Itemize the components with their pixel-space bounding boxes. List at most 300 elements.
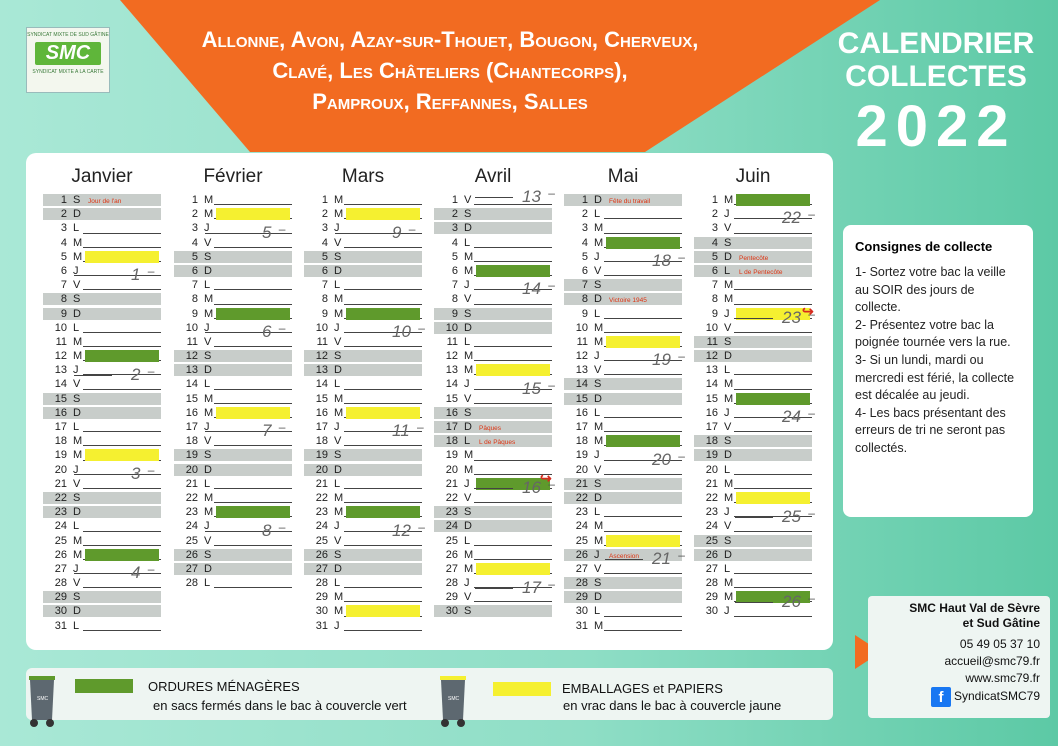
day-number: 17 xyxy=(315,421,328,433)
day-row xyxy=(174,534,292,548)
day-letter: M xyxy=(204,506,214,519)
day-number: 1 xyxy=(581,194,588,206)
day-letter: M xyxy=(334,491,344,504)
day-letter: V xyxy=(464,293,472,306)
day-row xyxy=(434,519,552,533)
day-letter: L xyxy=(464,435,471,448)
day-letter: M xyxy=(334,307,344,320)
day-row xyxy=(694,335,812,349)
day-number: 14 xyxy=(315,378,328,391)
day-letter: D xyxy=(724,548,732,561)
collecte-om-bar xyxy=(606,237,680,249)
week-number: 23 – xyxy=(782,308,801,328)
day-letter: S xyxy=(73,194,81,206)
day-letter: V xyxy=(334,435,342,448)
day-number: 20 xyxy=(54,463,67,476)
day-row xyxy=(304,349,422,363)
day-letter: S xyxy=(73,293,81,306)
day-letter: V xyxy=(724,222,732,235)
day-number: 23 xyxy=(445,506,458,519)
day-letter: V xyxy=(464,194,472,206)
day-row xyxy=(304,477,422,491)
day-letter: L xyxy=(334,577,341,590)
day-number: 2 xyxy=(581,208,588,221)
day-row xyxy=(43,420,161,434)
day-number: 4 xyxy=(581,236,588,249)
day-row xyxy=(434,406,552,420)
day-number: 8 xyxy=(711,293,718,306)
day-row xyxy=(694,477,812,491)
day-row xyxy=(304,250,422,264)
week-number: 19 – xyxy=(652,350,671,370)
day-letter: J xyxy=(334,321,340,334)
day-row xyxy=(43,519,161,533)
day-row xyxy=(304,264,422,278)
day-row xyxy=(304,619,422,633)
day-letter: S xyxy=(464,506,472,519)
day-number: 25 xyxy=(445,534,458,547)
day-row xyxy=(304,576,422,590)
day-row xyxy=(434,548,552,562)
logo-mark: SMC xyxy=(35,42,101,65)
day-number: 27 xyxy=(54,562,67,575)
week-number: 13 – xyxy=(522,187,541,207)
day-number: 23 xyxy=(315,506,328,519)
day-row xyxy=(304,562,422,576)
month-name: Mars xyxy=(341,166,385,187)
day-letter: M xyxy=(724,491,734,504)
day-letter: L xyxy=(724,562,731,575)
week-number: 6 – xyxy=(262,322,271,342)
day-letter: V xyxy=(73,279,81,292)
day-number: 8 xyxy=(451,293,458,306)
day-row xyxy=(304,377,422,391)
day-letter: M xyxy=(334,506,344,519)
day-row xyxy=(43,221,161,235)
day-letter: M xyxy=(724,378,734,391)
week-number: 21 – xyxy=(652,549,671,569)
day-letter: L xyxy=(204,279,211,292)
day-number: 2 xyxy=(711,208,718,221)
day-letter: M xyxy=(464,264,474,277)
collecte-emballages-bar xyxy=(606,535,680,547)
day-number: 4 xyxy=(711,236,718,249)
day-letter: D xyxy=(73,406,81,419)
day-row xyxy=(564,406,682,420)
holiday-note: L de Pâques xyxy=(479,439,516,447)
day-letter: D xyxy=(334,264,342,277)
day-letter: J xyxy=(724,406,730,419)
day-row xyxy=(43,236,161,250)
contact-org xyxy=(868,596,1050,631)
day-number: 11 xyxy=(576,335,588,348)
day-number: 18 xyxy=(315,435,328,448)
holiday-note: L de Pentecôte xyxy=(739,268,783,276)
day-letter: M xyxy=(334,605,344,618)
day-row xyxy=(694,562,812,576)
day-letter: V xyxy=(334,335,342,348)
day-letter: M xyxy=(464,350,474,363)
day-row xyxy=(434,363,552,377)
day-number: 4 xyxy=(451,236,458,249)
day-letter: V xyxy=(204,534,212,547)
day-number: 19 xyxy=(445,449,458,462)
green-bin-label: SMC xyxy=(37,696,49,702)
day-letter: D xyxy=(73,208,81,221)
day-letter: J xyxy=(334,619,340,632)
day-row xyxy=(564,221,682,235)
day-letter: V xyxy=(464,392,472,405)
day-number: 15 xyxy=(54,392,67,405)
day-row xyxy=(694,491,812,505)
calendar-title xyxy=(826,27,1046,93)
week-number: 1 – xyxy=(131,265,140,285)
day-letter: S xyxy=(204,548,212,561)
day-letter: L xyxy=(73,421,80,433)
day-number: 21 xyxy=(575,477,588,490)
day-letter: M xyxy=(594,534,604,547)
day-row xyxy=(694,193,812,207)
day-letter: S xyxy=(594,378,602,391)
day-number: 6 xyxy=(711,264,718,277)
week-number: 22 – xyxy=(782,208,801,228)
day-number: 16 xyxy=(575,406,588,419)
week-number: 16 – xyxy=(522,478,541,498)
day-number: 10 xyxy=(705,321,718,334)
day-number: 29 xyxy=(315,591,328,604)
day-letter: M xyxy=(73,435,83,448)
day-letter: M xyxy=(594,335,604,348)
day-letter: D xyxy=(594,392,602,405)
day-letter: J xyxy=(594,250,600,263)
day-number: 27 xyxy=(575,562,588,575)
day-letter: L xyxy=(334,477,341,490)
day-letter: V xyxy=(204,435,212,448)
day-letter: S xyxy=(204,250,212,263)
legend-ep-title: EMBALLAGES et PAPIERS xyxy=(562,681,723,696)
day-number: 25 xyxy=(185,534,198,547)
day-row xyxy=(694,264,812,278)
day-number: 15 xyxy=(705,392,718,405)
week-number: 15 – xyxy=(522,379,541,399)
month-column xyxy=(694,163,812,619)
day-row xyxy=(174,250,292,264)
day-number: 28 xyxy=(575,577,588,590)
day-letter: D xyxy=(464,520,472,533)
day-number: 28 xyxy=(315,577,328,590)
day-row xyxy=(174,548,292,562)
day-row xyxy=(304,207,422,221)
day-number: 4 xyxy=(321,236,328,249)
day-number: 11 xyxy=(55,335,67,348)
day-letter: L xyxy=(594,307,601,320)
day-number: 26 xyxy=(705,548,718,561)
day-letter: L xyxy=(73,520,80,533)
day-number: 19 xyxy=(315,449,328,462)
collecte-emballages-bar xyxy=(736,492,810,504)
day-row xyxy=(564,434,682,448)
day-row xyxy=(434,534,552,548)
day-number: 18 xyxy=(575,435,588,448)
day-number: 24 xyxy=(54,520,67,533)
day-number: 13 xyxy=(185,364,198,377)
day-number: 29 xyxy=(445,591,458,604)
month-name: Janvier xyxy=(71,166,133,187)
day-row xyxy=(174,562,292,576)
day-letter: D xyxy=(204,364,212,377)
day-letter: M xyxy=(73,534,83,547)
day-number: 7 xyxy=(321,279,328,292)
day-letter: M xyxy=(204,307,214,320)
calendar-year: 2022 xyxy=(855,94,1017,159)
title-calendrier: CALENDRIER xyxy=(837,27,1035,60)
shift-arrow-icon: ↪ xyxy=(540,470,552,486)
day-letter: S xyxy=(594,477,602,490)
day-number: 3 xyxy=(321,222,328,235)
day-number: 23 xyxy=(705,506,718,519)
day-row xyxy=(694,448,812,462)
day-row xyxy=(694,278,812,292)
contact-phone[interactable]: 05 49 05 37 10 xyxy=(959,637,1040,651)
day-number: 7 xyxy=(191,279,198,292)
day-letter: S xyxy=(724,236,732,249)
day-letter: D xyxy=(204,562,212,575)
consigne-2: 2- Présentez votre bac la poignée tournée vers la rue. xyxy=(855,317,1011,350)
day-letter: L xyxy=(204,477,211,490)
day-number: 26 xyxy=(54,548,67,561)
day-row xyxy=(564,377,682,391)
week-number: 4 – xyxy=(131,563,140,583)
day-number: 22 xyxy=(54,491,67,504)
day-number: 28 xyxy=(54,577,67,590)
day-row xyxy=(174,307,292,321)
org-line-2: et Sud Gâtine xyxy=(962,616,1040,630)
day-row xyxy=(174,207,292,221)
collecte-emballages-bar xyxy=(85,251,159,263)
legend-yellow-swatch xyxy=(493,682,551,696)
week-number: 2 – xyxy=(131,365,140,385)
day-letter: M xyxy=(464,548,474,561)
day-number: 1 xyxy=(321,194,328,206)
week-number: 7 – xyxy=(262,421,271,441)
day-number: 29 xyxy=(705,591,718,604)
day-number: 15 xyxy=(445,392,458,405)
day-letter: V xyxy=(594,562,602,575)
day-row xyxy=(43,406,161,420)
day-number: 3 xyxy=(191,222,198,235)
day-row xyxy=(564,619,682,633)
day-number: 21 xyxy=(54,477,67,490)
contact-website[interactable]: www.smc79.fr xyxy=(965,671,1040,685)
day-row xyxy=(434,448,552,462)
day-letter: D xyxy=(334,463,342,476)
contact-facebook[interactable] xyxy=(868,687,1050,707)
day-number: 10 xyxy=(54,321,67,334)
day-row xyxy=(694,534,812,548)
day-number: 17 xyxy=(575,421,588,433)
day-number: 6 xyxy=(60,264,67,277)
day-row xyxy=(43,434,161,448)
day-letter: S xyxy=(464,307,472,320)
day-letter: D xyxy=(464,321,472,334)
day-letter: L xyxy=(594,406,601,419)
day-letter: L xyxy=(204,378,211,391)
day-number: 27 xyxy=(445,562,458,575)
day-row xyxy=(564,321,682,335)
holiday-note: Fête du travail xyxy=(609,198,651,205)
day-row xyxy=(564,590,682,604)
day-row xyxy=(564,193,682,207)
day-letter: J xyxy=(204,321,210,334)
day-row xyxy=(174,264,292,278)
legend-bar xyxy=(26,668,833,720)
collecte-om-bar xyxy=(476,265,550,277)
day-number: 19 xyxy=(575,449,588,462)
day-number: 11 xyxy=(446,335,458,348)
day-row xyxy=(434,434,552,448)
contact-email[interactable]: accueil@smc79.fr xyxy=(944,654,1040,668)
day-letter: L xyxy=(464,534,471,547)
day-row xyxy=(434,463,552,477)
day-number: 24 xyxy=(705,520,718,533)
day-row xyxy=(694,392,812,406)
shift-arrow-icon: ↪ xyxy=(802,303,814,319)
day-letter: M xyxy=(204,208,214,221)
day-letter: M xyxy=(724,293,734,306)
day-row xyxy=(304,590,422,604)
day-number: 6 xyxy=(581,264,588,277)
day-number: 31 xyxy=(54,619,67,632)
day-number: 9 xyxy=(321,307,328,320)
day-number: 25 xyxy=(315,534,328,547)
collecte-om-bar xyxy=(346,308,420,320)
day-letter: M xyxy=(724,392,734,405)
day-row xyxy=(43,505,161,519)
yellow-bin-label: SMC xyxy=(448,696,460,702)
day-row xyxy=(694,236,812,250)
day-letter: M xyxy=(204,491,214,504)
day-number: 8 xyxy=(191,293,198,306)
collecte-emballages-bar xyxy=(606,336,680,348)
day-number: 30 xyxy=(705,605,718,618)
day-letter: L xyxy=(464,236,471,249)
day-row xyxy=(174,292,292,306)
week-number: 11 – xyxy=(392,421,410,441)
week-number: 25 – xyxy=(782,507,801,527)
day-letter: D xyxy=(594,293,602,306)
day-row xyxy=(694,434,812,448)
consignes-box xyxy=(843,225,1033,517)
day-letter: M xyxy=(204,392,214,405)
day-number: 25 xyxy=(705,534,718,547)
day-letter: D xyxy=(464,222,472,235)
day-letter: L xyxy=(594,506,601,519)
day-letter: L xyxy=(334,378,341,391)
day-number: 20 xyxy=(575,463,588,476)
day-letter: S xyxy=(73,491,81,504)
day-number: 13 xyxy=(705,364,718,377)
day-number: 26 xyxy=(315,548,328,561)
day-number: 12 xyxy=(54,350,67,363)
day-number: 27 xyxy=(705,562,718,575)
day-number: 26 xyxy=(445,548,458,561)
day-row xyxy=(434,604,552,618)
week-number: 3 – xyxy=(131,464,140,484)
logo-bottom-text: SYNDICAT MIXTE A LA CARTE xyxy=(32,69,104,75)
consignes-title: Consignes de collecte xyxy=(855,239,993,254)
day-row xyxy=(174,193,292,207)
collecte-emballages-bar xyxy=(216,407,290,419)
day-letter: D xyxy=(594,491,602,504)
day-number: 12 xyxy=(185,350,198,363)
day-number: 7 xyxy=(60,279,67,292)
day-number: 22 xyxy=(185,491,198,504)
day-row xyxy=(174,491,292,505)
day-row xyxy=(304,491,422,505)
day-row xyxy=(434,250,552,264)
day-letter: V xyxy=(594,264,602,277)
week-number: 8 – xyxy=(262,521,271,541)
day-row xyxy=(43,193,161,207)
day-letter: M xyxy=(73,449,83,462)
day-row xyxy=(304,463,422,477)
day-row xyxy=(174,448,292,462)
legend-om-sub: en sacs fermés dans le bac à couvercle vert xyxy=(153,698,407,713)
day-number: 25 xyxy=(54,534,67,547)
day-letter: L xyxy=(73,619,80,632)
week-number: 12 – xyxy=(392,521,411,541)
day-row xyxy=(43,207,161,221)
day-row xyxy=(43,292,161,306)
day-row xyxy=(174,377,292,391)
day-row xyxy=(434,505,552,519)
day-letter: J xyxy=(594,449,600,462)
day-letter: V xyxy=(464,491,472,504)
day-number: 28 xyxy=(185,577,198,590)
day-number: 2 xyxy=(451,208,458,221)
day-row xyxy=(564,392,682,406)
collecte-emballages-bar xyxy=(346,208,420,220)
consigne-4: 4- Les bacs présentant des erreurs de tri ne seront pas collectés. xyxy=(855,405,1006,455)
day-number: 12 xyxy=(705,350,718,363)
day-number: 2 xyxy=(60,208,67,221)
day-letter: J xyxy=(464,378,470,391)
day-letter: J xyxy=(594,548,600,561)
day-number: 6 xyxy=(191,264,198,277)
day-letter: L xyxy=(594,208,601,221)
day-row xyxy=(564,292,682,306)
day-number: 29 xyxy=(54,591,67,604)
day-row xyxy=(434,221,552,235)
day-letter: D xyxy=(73,605,81,618)
day-row xyxy=(564,236,682,250)
day-number: 1 xyxy=(711,194,718,206)
day-letter: M xyxy=(594,520,604,533)
day-number: 11 xyxy=(316,335,328,348)
collecte-om-bar xyxy=(216,308,290,320)
day-number: 21 xyxy=(315,477,328,490)
consigne-1: 1- Sortez votre bac la veille au SOIR des jours de collecte. xyxy=(855,265,1006,315)
day-number: 30 xyxy=(575,605,588,618)
legend-om-title: ORDURES MÉNAGÈRES xyxy=(148,679,300,694)
day-number: 9 xyxy=(191,307,198,320)
day-number: 20 xyxy=(705,463,718,476)
day-letter: S xyxy=(724,534,732,547)
day-row xyxy=(694,292,812,306)
day-letter: M xyxy=(334,194,344,206)
month-name: Avril xyxy=(474,166,512,187)
day-letter: M xyxy=(594,435,604,448)
